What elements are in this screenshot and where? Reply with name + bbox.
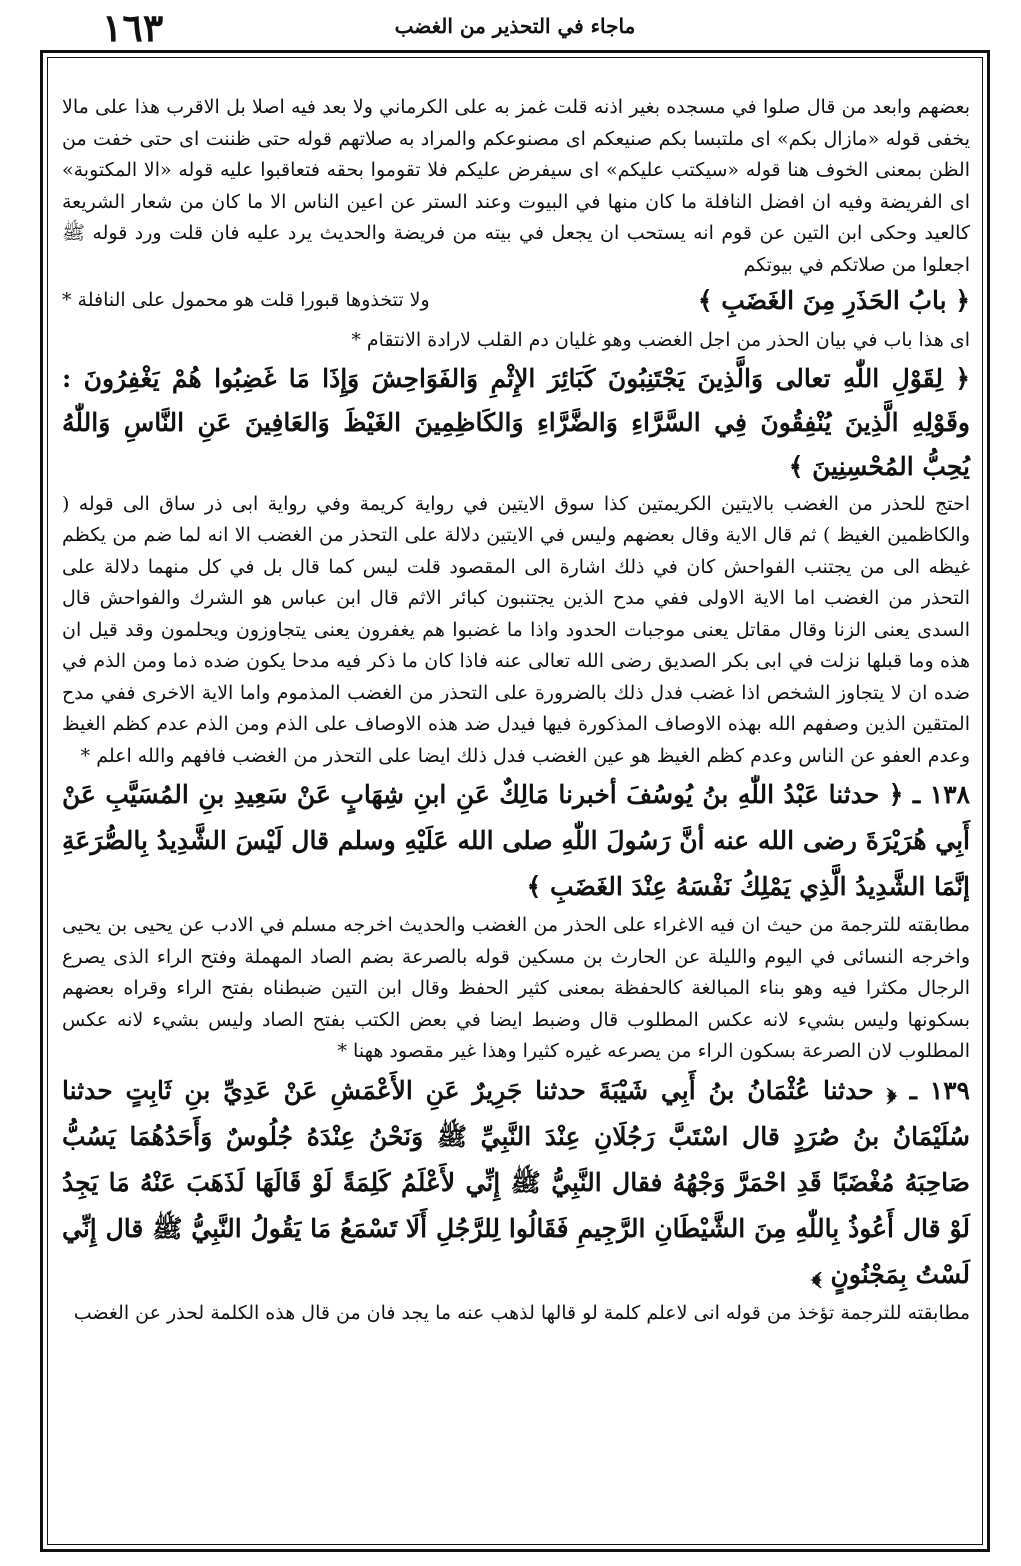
chapter-heading: ﴿ بابُ الحَذَرِ مِنَ الغَضَبِ ﴾ xyxy=(697,285,970,315)
running-title: ماجاء في التحذير من الغضب xyxy=(394,14,636,38)
commentary-paragraph: احتج للحذر من الغضب بالايتين الكريمتين كذا سوق الايتين في رواية كريمة وفي رواية ابى ذر ساق الى قوله ( والكاظمين الغيظ ) ثم قال الاية وقال بعضهم وليس في الايتين دلالة على التحذر من الغضب الا انه لما ضم من يكظم غيظه الى من يجتنب الفواحش كان في ذلك اشارة الى المقصود قلت ليس كما قال بل في كل منهما دلالة على التحذر من الغضب اما الاية الاولى ففي مدح الذين يجتنبون كبائر الاثم قال ابن عباس هو الشرك والفواحش قال السدى يعنى الزنا وقال مقاتل يعنى موجبات الحدود واذا ما غضبوا هم يغفرون يعنى يتجاوزون ويحلمون وقد قيل ان هذه وما قبلها نزلت في ابى بكر الصديق رضى الله تعالى عنه فاذا كان ما ذكر فيه مدحا يكون ضده ذما ومن الذم في ضده ان لا يتجاوز الشخص اذا غضب فدل ذلك بالضرورة على التحذر من الغضب المذموم واما الاية الاخرى ففي مدح المتقين الذين وصفهم الله بهذه الاوصاف المذكورة فيها فيدل ضد هذه الاوصاف على الذم ومن الذم عدم كظم الغيظ وعدم العفو عن الناس وعدم كظم الغيظ هو عين الغضب فدل ذلك ايضا على التحذر من الغضب فافهم والله اعلم * xyxy=(62,492,970,767)
chapter-heading-row xyxy=(62,281,970,319)
chapter-explanation: اى هذا باب في بيان الحذر من اجل الغضب وهو غليان دم القلب لارادة الانتقام * xyxy=(351,329,970,351)
commentary-line: ولا تتخذوها قبورا قلت هو محمول على النافلة * xyxy=(62,289,430,311)
commentary-paragraph: بعضهم وابعد من قال صلوا في مسجده بغير اذنه قلت غمز به على الكرماني ولا بعد فيه اصلا بل الاقرب هذا على مالا يخفى قوله «مازال بكم» اى ملتبسا بكم صنيعكم اى مصنوعكم والمراد به صلاتهم قوله حتى ظننت اى حتى خفت من الظن بمعنى الخوف هنا قوله «سيكتب عليكم» اى سيفرض عليكم فلا تقوموا بحقه فتعاقبوا عليه قوله «الا المكتوبة» اى الفريضة وفيه ان افضل النافلة ما كان منها في البيوت وعند الستر عن اعين الناس الا ما كان من شعار الشريعة كالعيد وحكى ابن التين عن قوم انه يستحب ان يجعل في بيته من فريضة والحديث يرد عليه فان قلت ورد قوله ﷺ اجعلوا من صلاتكم في بيوتكم xyxy=(62,96,970,276)
commentary-paragraph: مطابقته للترجمة من حيث ان فيه الاغراء على الحذر من الغضب والحديث اخرجه مسلم في الادب عن يحيى بن يحيى واخرجه النسائى في اليوم والليلة عن الحارث بن مسكين قوله بالصرعة بضم الصاد المهملة وفتح الراء الذى يصرع الرجال مكثرا فيه وهو بناء المبالغة كالحفظة بمعنى كثير الحفظ وقال ابن التين ضبطناه بفتح الراء وقراه بعضهم بسكونها وليس بشيء لانه عكس المطلوب قال وضبط ايضا في بعض الكتب بفتح الصاد وليس بشيء لانه عكس المطلوب لان الصرعة بسكون الراء من يصرعه غيره كثيرا وهذا غير مقصود ههنا * xyxy=(62,914,970,1062)
page-number: ١٦٣ xyxy=(102,5,164,50)
page-body xyxy=(62,92,970,1329)
quran-verse: ﴿ لِقَوْلِ اللّٰهِ تعالى وَالَّذِينَ يَجْتَنِبُونَ كَبَائِرَ الإِثْمِ وَالفَوَاحِشَ وَإِذَا مَا غَضِبُوا هُمْ يَغْفِرُونَ : وقَوْلِهِ الَّذِينَ يُنْفِقُونَ فِي السَّرَّاءِ وَالضَّرَّاءِ وَالكَاظِمِينَ الغَيْظَ وَالعَافِينَ عَنِ النَّاسِ وَاللّٰهُ يُحِبُّ المُحْسِنِينَ ﴾ xyxy=(62,363,970,481)
hadith-text: ١٣٩ ـ ﴿ حدثنا عُثْمَانُ بنُ أَبِي شَيْبَةَ حدثنا جَرِيرٌ عَنِ الأَعْمَشِ عَنْ عَدِيِّ بنِ ثَابِتٍ حدثنا سُلَيْمَانُ بنُ صُرَدٍ قال اسْتَبَّ رَجُلَانِ عِنْدَ النَّبِيِّ ﷺ وَنَحْنُ عِنْدَهُ جُلُوسٌ وَأَحَدُهُمَا يَسُبُّ صَاحِبَهُ مُغْضَبًا قَدِ احْمَرَّ وَجْهُهُ فقال النَّبِيُّ ﷺ إِنِّي لأَعْلَمُ كَلِمَةً لَوْ قَالَهَا لَذَهَبَ عَنْهُ مَا يَجِدُ لَوْ قال أَعُوذُ بِاللّٰهِ مِنَ الشَّيْطَانِ الرَّجِيمِ فَقَالُوا لِلرَّجُلِ أَلَا تَسْمَعُ مَا يَقُولُ النَّبِيُّ ﷺ قال إِنِّي لَسْتُ بِمَجْنُونٍ ﴾ xyxy=(62,1075,970,1289)
page-header xyxy=(40,5,990,50)
commentary-paragraph: مطابقته للترجمة تؤخذ من قوله انى لاعلم كلمة لو قالها لذهب عنه ما يجد فان من قال هذه الكلمة لحذر عن الغضب xyxy=(73,1301,970,1324)
hadith-text: ١٣٨ ـ ﴿ حدثنا عَبْدُ اللّٰهِ بنُ يُوسُفَ أخبرنا مَالِكٌ عَنِ ابنِ شِهَابٍ عَنْ سَعِيدِ بنِ المُسَيَّبِ عَنْ أَبِي هُرَيْرَةَ رضى الله عنه أنَّ رَسُولَ اللّٰهِ صلى الله عَلَيْهِ وسلم قال لَيْسَ الشَّدِيدُ بِالصُّرَعَةِ إنَّمَا الشَّدِيدُ الَّذِي يَمْلِكُ نَفْسَهُ عِنْدَ الغَضَبِ ﴾ xyxy=(62,780,970,901)
